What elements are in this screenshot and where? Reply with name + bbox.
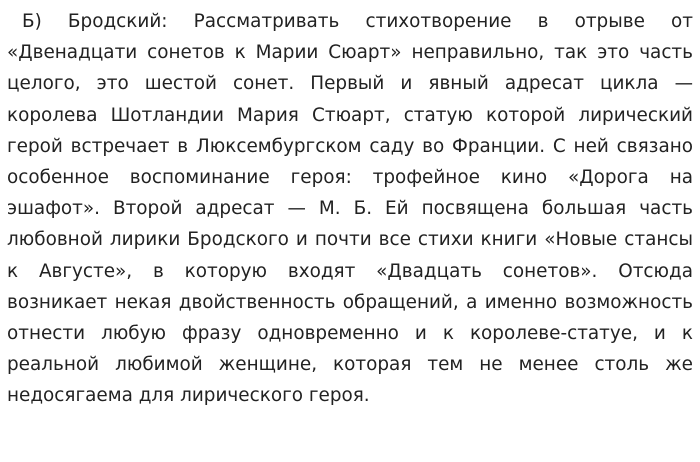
paragraph-text: Б) Бродский: Рассматривать стихотворение в отрыве от «Двенадцати сонетов к Марии Сюарт» неправильно, так это часть целого, это шестой сонет. Первый и явный адресат цикла — королева Шотландии Мария Стюарт, статую которой лирический герой встречает в Люксембургском саду во Франции. С ней связано особенное воспоминание героя: трофейное кино «Дорога на эшафот». Второй адресат — М. Б. Ей посвящена большая часть любовной лирики Бродского и почти все стихи книги «Новые стансы к Августе», в которую входят «Двадцать сонетов». Отсюда возникает некая двойственность обращений, а именно возможность отнести любую фразу одновременно и к королеве-статуе, и к реальной любимой женщине, которая тем не менее столь же недосягаема для лирического героя. <box>7 11 693 407</box>
document-body <box>7 6 693 412</box>
